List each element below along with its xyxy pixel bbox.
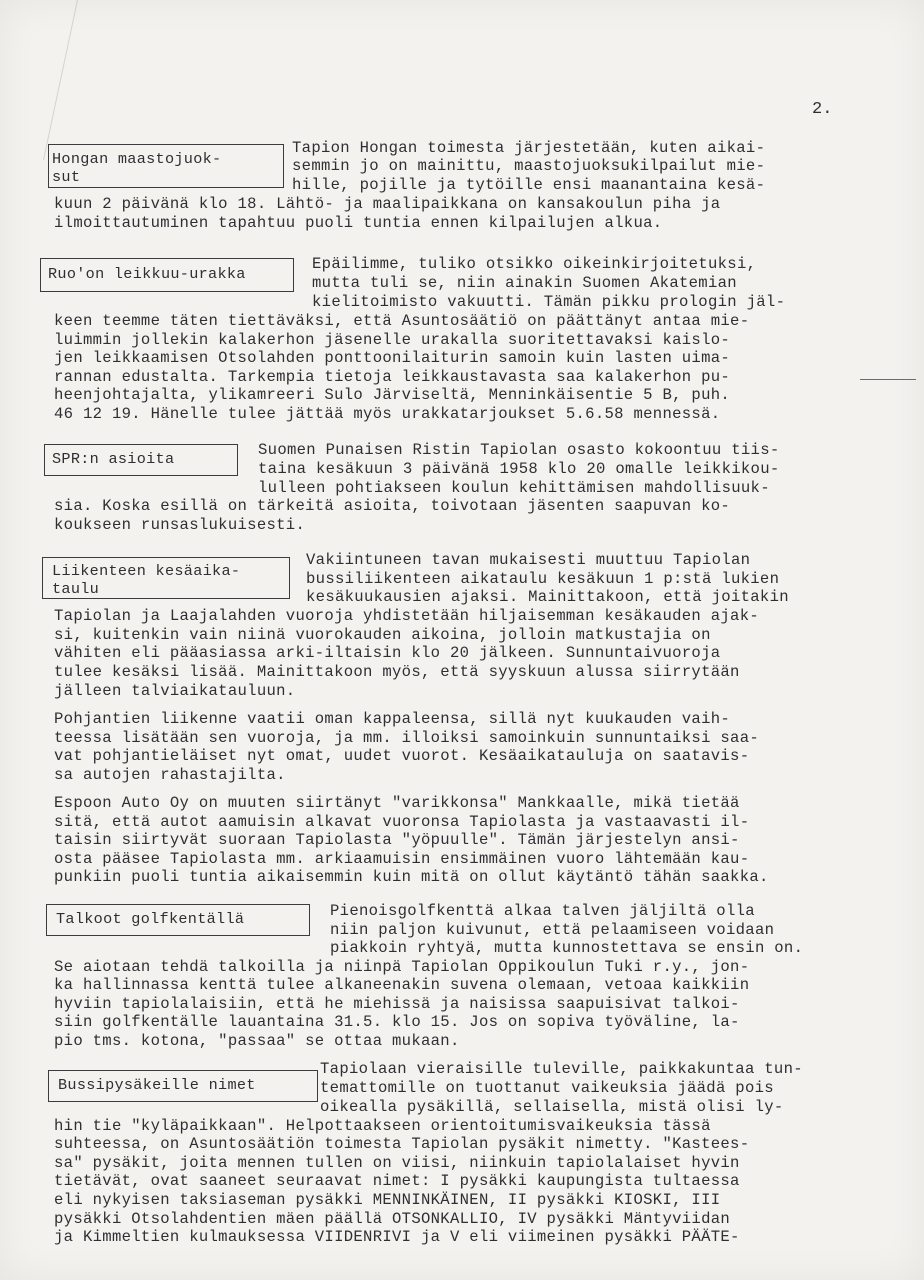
text-line: koukseen runsaslukuisesti. [54, 516, 306, 534]
text-line: vähiten eli pääasiassa arki-iltaisin klo 20 jälkeen. Sunnuntaivuoroja [54, 644, 721, 662]
section-heading-line: Talkoot golfkentällä [56, 910, 245, 928]
text-line: hyviin tapiolalaisiin, että he miehissä ja naisissa saapuisivat talkoi- [54, 995, 740, 1013]
text-line: Se aiotaan tehdä talkoilla ja niinpä Tapiolan Oppikoulun Tuki r.y., jon- [54, 958, 750, 976]
page-number: 2. [812, 100, 833, 119]
text-line: piakkoin ryhtyä, mutta kunnostettava se ensin on. [330, 939, 804, 957]
text-line: Pohjantien liikenne vaatii oman kappaleensa, sillä nyt kuukauden vaih- [54, 710, 731, 728]
section-heading-line: Hongan maastojuok- [52, 150, 222, 168]
text-line: eli nykyisen taksiaseman pysäkki MENNINKÄINEN, II pysäkki KIOSKI, III [54, 1191, 721, 1209]
text-line: Epäilimme, tuliko otsikko oikeinkirjoitetuksi, [312, 255, 757, 273]
text-line: heenjohtajalta, ylikamreeri Sulo Järviseltä, Menninkäisentie 5 B, puh. [54, 386, 731, 404]
text-line: niin paljon kuivunut, että pelaamiseen voidaan [330, 921, 775, 939]
text-line: Tapion Hongan toimesta järjestetään, kuten aikai- [292, 139, 766, 157]
pen-stroke [860, 379, 916, 380]
section-heading-line: Liikenteen kesäaika- [52, 562, 241, 580]
text-line: osta pääsee Tapiolasta mm. arkiaamuisin ensimmäinen vuoro lähtemään kau- [54, 850, 750, 868]
section-heading-line: Bussipysäkeille nimet [58, 1076, 256, 1094]
text-line: luimmin jollekin kalakerhon jäsenelle urakalla suoritettavaksi kaislo- [54, 331, 731, 349]
text-line: sa autojen rahastajilta. [54, 766, 286, 784]
text-line: 46 12 19. Hänelle tulee jättää myös urakkatarjoukset 5.6.58 mennessä. [54, 405, 721, 423]
text-line: rannan edustalta. Tarkempia tietoja leikkaustavasta saa kalakerhon pu- [54, 368, 731, 386]
text-line: Vakiintuneen tavan mukaisesti muuttuu Tapiolan [306, 551, 751, 569]
text-line: oikealla pysäkillä, sellaisella, mistä olisi ly- [320, 1098, 784, 1116]
paper-fold-mark [0, 0, 78, 160]
text-line: si, kuitenkin vain niinä vuorokauden aikoina, jolloin matkustajia on [54, 626, 711, 644]
section-heading-line: SPR:n asioita [52, 450, 175, 468]
text-line: pysäkki Otsolahdentien mäen päällä OTSONKALLIO, IV pysäkki Mäntyviidan [54, 1210, 731, 1228]
text-line: suhteessa, on Asuntosäätiön toimesta Tapiolan pysäkit nimetty. "Kastees- [54, 1135, 750, 1153]
text-line: pio tms. kotona, "passaa" se ottaa mukaan. [54, 1032, 460, 1050]
text-line: kuun 2 päivänä klo 18. Lähtö- ja maalipaikkana on kansakoulun piha ja [54, 195, 721, 213]
text-line: vat pohjantieläiset nyt omat, uudet vuorot. Kesäaikatauluja on saatavis- [54, 747, 750, 765]
text-line: keen teemme täten tiettäväksi, että Asuntosäätiö on päättänyt antaa mie- [54, 312, 750, 330]
text-line: ilmoittautuminen tapahtuu puoli tuntia ennen kilpailujen alkua. [54, 214, 663, 232]
section-heading-line: taulu [52, 580, 100, 598]
section-heading-line: sut [52, 168, 81, 186]
text-line: kielitoimisto vakuutti. Tämän pikku prologin jäl- [312, 293, 786, 311]
text-line: Tapiolan ja Laajalahden vuoroja yhdistetään hiljaisemman kesäkauden ajak- [54, 607, 760, 625]
text-line: teessa lisätään sen vuoroja, ja mm. illoiksi samoinkuin sunnuntaiksi saa- [54, 729, 760, 747]
text-line: lulleen pohtiakseen koulun kehittämisen mahdollisuuk- [258, 479, 770, 497]
text-line: Tapiolaan vieraisille tuleville, paikkakuntaa tun- [320, 1060, 803, 1078]
text-line: bussiliikenteen aikataulu kesäkuun 1 p:stä lukien [306, 570, 780, 588]
text-line: kesäkuukausien ajaksi. Mainittakoon, että joitakin [306, 588, 789, 606]
section-heading-line: Ruo'on leikkuu-urakka [48, 265, 246, 283]
text-line: ka hallinnassa kenttä tulee alkaneenakin suvena olemaan, vetoaa kaikkiin [54, 976, 750, 994]
text-line: mutta tuli se, niin ainakin Suomen Akatemian [312, 274, 737, 292]
text-line: Suomen Punaisen Ristin Tapiolan osasto kokoontuu tiis- [258, 441, 780, 459]
text-line: jen leikkaamisen Otsolahden ponttoonilaiturin samoin kuin lasten uima- [54, 349, 731, 367]
text-line: sitä, että autot aamuisin alkavat vuoronsa Tapiolasta ja vastaavasti il- [54, 813, 750, 831]
text-line: punkiin puoli tuntia aikaisemmin kuin mitä on ollut käytäntö tähän saakka. [54, 868, 769, 886]
text-line: Espoon Auto Oy on muuten siirtänyt "varikkonsa" Mankkaalle, mikä tietää [54, 794, 740, 812]
text-line: hin tie "kyläpaikkaan". Helpottaakseen orientoitumisvaikeuksia tässä [54, 1117, 711, 1135]
text-line: tietävät, ovat saaneet seuraavat nimet: I pysäkki kaupungista tultaessa [54, 1172, 740, 1190]
text-line: siin golfkentälle lauantaina 31.5. klo 15. Jos on sopiva työväline, la- [54, 1013, 740, 1031]
text-line: tulee kesäksi lisää. Mainittakoon myös, että syyskuun alussa siirrytään [54, 663, 740, 681]
text-line: ja Kimmeltien kulmauksessa VIIDENRIVI ja V eli viimeinen pysäkki PÄÄTE- [54, 1228, 740, 1246]
text-line: semmin jo on mainittu, maastojuoksukilpailut mie- [292, 157, 766, 175]
text-line: hille, pojille ja tytöille ensi maanantaina kesä- [292, 176, 766, 194]
text-line: Pienoisgolfkenttä alkaa talven jäljiltä olla [330, 902, 755, 920]
text-line: sia. Koska esillä on tärkeitä asioita, toivotaan jäsenten saapuvan ko- [54, 497, 731, 515]
text-line: sa" pysäkit, joita mennen tullen on viisi, niinkuin tapiolalaiset hyvin [54, 1154, 740, 1172]
text-line: jälleen talviaikatauluun. [54, 682, 296, 700]
text-line: taisin siirtyvät suoraan Tapiolasta "yöpuulle". Tämän järjestelyn ansi- [54, 831, 740, 849]
text-line: temattomille on tuottanut vaikeuksia jäädä pois [320, 1079, 774, 1097]
text-line: taina kesäkuun 3 päivänä 1958 klo 20 omalle leikkikou- [258, 460, 780, 478]
